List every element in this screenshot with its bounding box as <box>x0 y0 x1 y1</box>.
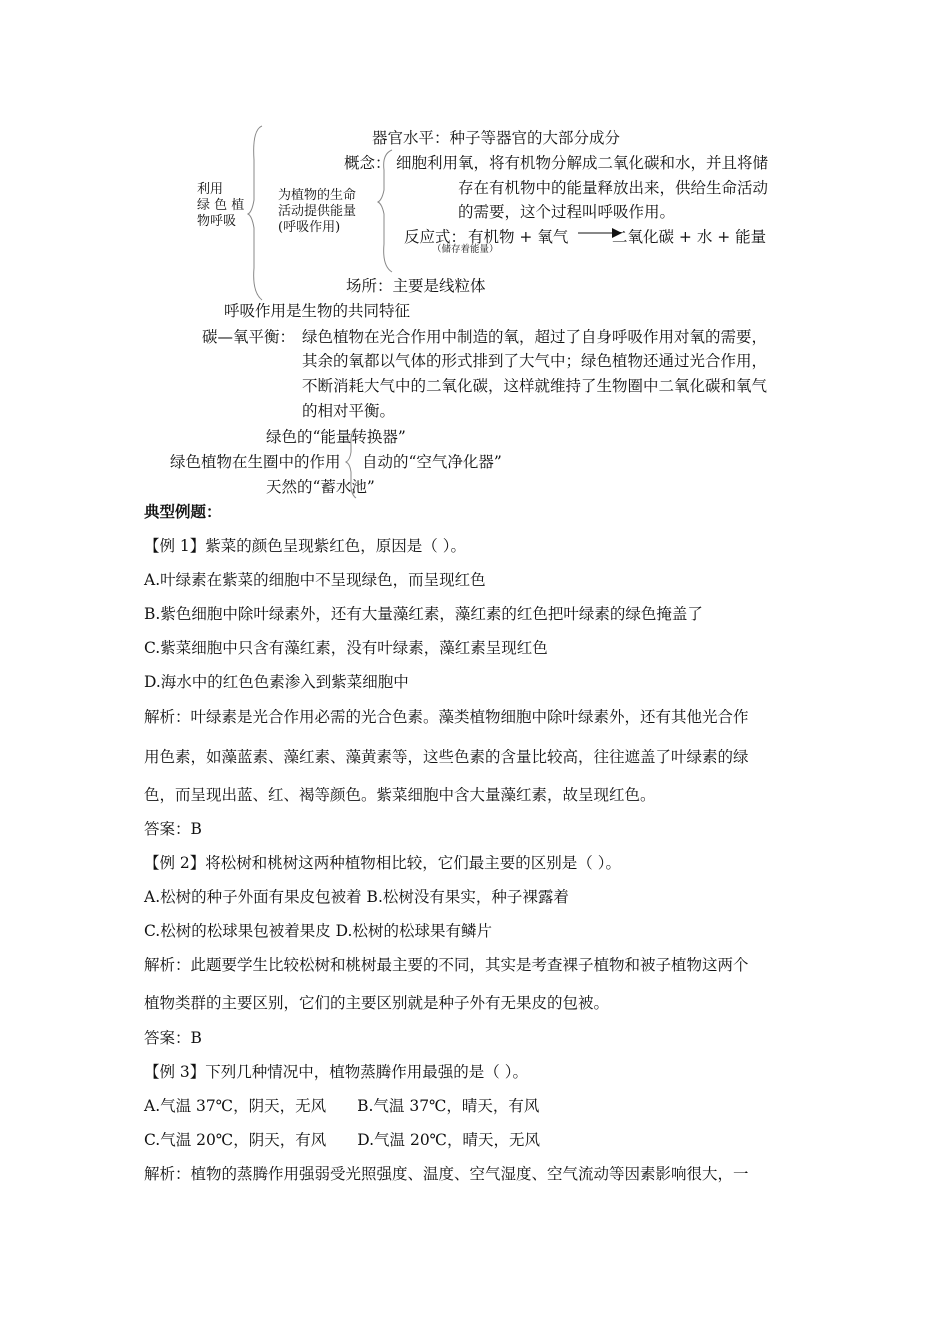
example-line-14: 植物类群的主要区别，它们的主要区别就是种子外有无果皮的包被。 <box>144 994 610 1012</box>
concept-line-1: 细胞利用氧，将有机物分解成二氧化碳和水，并且将储 <box>396 154 769 172</box>
examples-heading: 典型例题： <box>144 502 222 521</box>
example-line-7: 用色素，如藻蓝素、藻红素、藻黄素等，这些色素的含量比较高，往往遮盖了叶绿素的绿 <box>144 748 749 766</box>
common-feature: 呼吸作用是生物的共同特征 <box>224 302 411 320</box>
outline-left-label-2: 绿 色 植 <box>197 198 245 213</box>
reaction-note: （储存着能量） <box>432 244 499 255</box>
outline-left-label-1: 利用 <box>197 182 224 197</box>
balance-line-3: 不断消耗大气中的二氧化碳，这样就维持了生物圈中二氧化碳和氧气 <box>302 377 768 395</box>
outline-mid-label-1: 为植物的生命 <box>278 188 357 203</box>
example-line-15: 答案：B <box>144 1029 202 1047</box>
role-label: 绿色植物在生圈中的作用 <box>170 453 341 471</box>
organ-level: 器官水平：种子等器官的大部分成分 <box>372 129 621 147</box>
concept-prefix: 概念： <box>344 154 391 172</box>
example-line-17: A.气温 37℃，阴天，无风 B.气温 37℃，晴天，有风 <box>144 1097 540 1115</box>
site: 场所：主要是线粒体 <box>346 277 486 295</box>
reaction-prefix: 反应式： <box>404 228 467 246</box>
outline-left-label-3: 物呼吸 <box>197 214 237 229</box>
outline-brackets <box>0 0 950 520</box>
role-2: 自动的“空气净化器” <box>362 453 502 471</box>
balance-prefix: 碳—氧平衡： <box>202 328 296 346</box>
example-line-5: D.海水中的红色色素渗入到紫菜细胞中 <box>144 673 409 691</box>
big-brace <box>248 126 262 300</box>
balance-line-1: 绿色植物在光合作用中制造的氧，超过了自身呼吸作用对氧的需要， <box>302 328 768 346</box>
example-line-4: C.紫菜细胞中只含有藻红素，没有叶绿素，藻红素呈现红色 <box>144 639 548 657</box>
example-line-12: C.松树的松球果包被着果皮 D.松树的松球果有鳞片 <box>144 922 492 940</box>
example-line-8: 色，而呈现出蓝、红、褐等颜色。紫菜细胞中含大量藻红素，故呈现红色。 <box>144 786 656 804</box>
example-line-16: 【例 3】下列几种情况中，植物蒸腾作用最强的是（ ）。 <box>144 1063 528 1081</box>
example-line-9: 答案：B <box>144 820 202 838</box>
balance-line-4: 的相对平衡。 <box>302 402 396 420</box>
concept-line-3: 的需要，这个过程叫呼吸作用。 <box>458 203 676 221</box>
example-line-6: 解析：叶绿素是光合作用必需的光合色素。藻类植物细胞中除叶绿素外，还有其他光合作 <box>144 708 749 726</box>
concept-line-2: 存在有机物中的能量释放出来，供给生命活动 <box>458 179 769 197</box>
role-1: 绿色的“能量转换器” <box>266 428 406 446</box>
role-3: 天然的“蓄水池” <box>266 478 375 496</box>
balance-line-2: 其余的氧都以气体的形式排到了大气中；绿色植物还通过光合作用， <box>302 352 768 370</box>
outline-mid-label-2: 活动提供能量 <box>278 204 357 219</box>
example-line-13: 解析：此题要学生比较松树和桃树最主要的不同，其实是考查裸子植物和被子植物这两个 <box>144 956 749 974</box>
example-line-11: A.松树的种子外面有果皮包被着 B.松树没有果实，种子裸露着 <box>144 888 569 906</box>
outline-mid-label-3: (呼吸作用) <box>278 220 341 235</box>
example-line-18: C.气温 20℃，阴天，有风 D.气温 20℃，晴天，无风 <box>144 1131 541 1149</box>
example-line-10: 【例 2】将松树和桃树这两种植物相比较，它们最主要的区别是（ ）。 <box>144 854 621 872</box>
example-line-1: 【例 1】紫菜的颜色呈现紫红色，原因是（ ）。 <box>144 537 466 555</box>
example-line-2: A.叶绿素在紫菜的细胞中不呈现绿色，而呈现红色 <box>144 571 486 589</box>
example-line-3: B.紫色细胞中除叶绿素外，还有大量藻红素，藻红素的红色把叶绿素的绿色掩盖了 <box>144 605 703 623</box>
reaction-right: 二氧化碳 + 水 + 能量 <box>612 228 767 246</box>
example-line-19: 解析：植物的蒸腾作用强弱受光照强度、温度、空气湿度、空气流动等因素影响很大，一 <box>144 1165 749 1183</box>
reaction-left: 有机物 + 氧气 <box>468 228 569 246</box>
